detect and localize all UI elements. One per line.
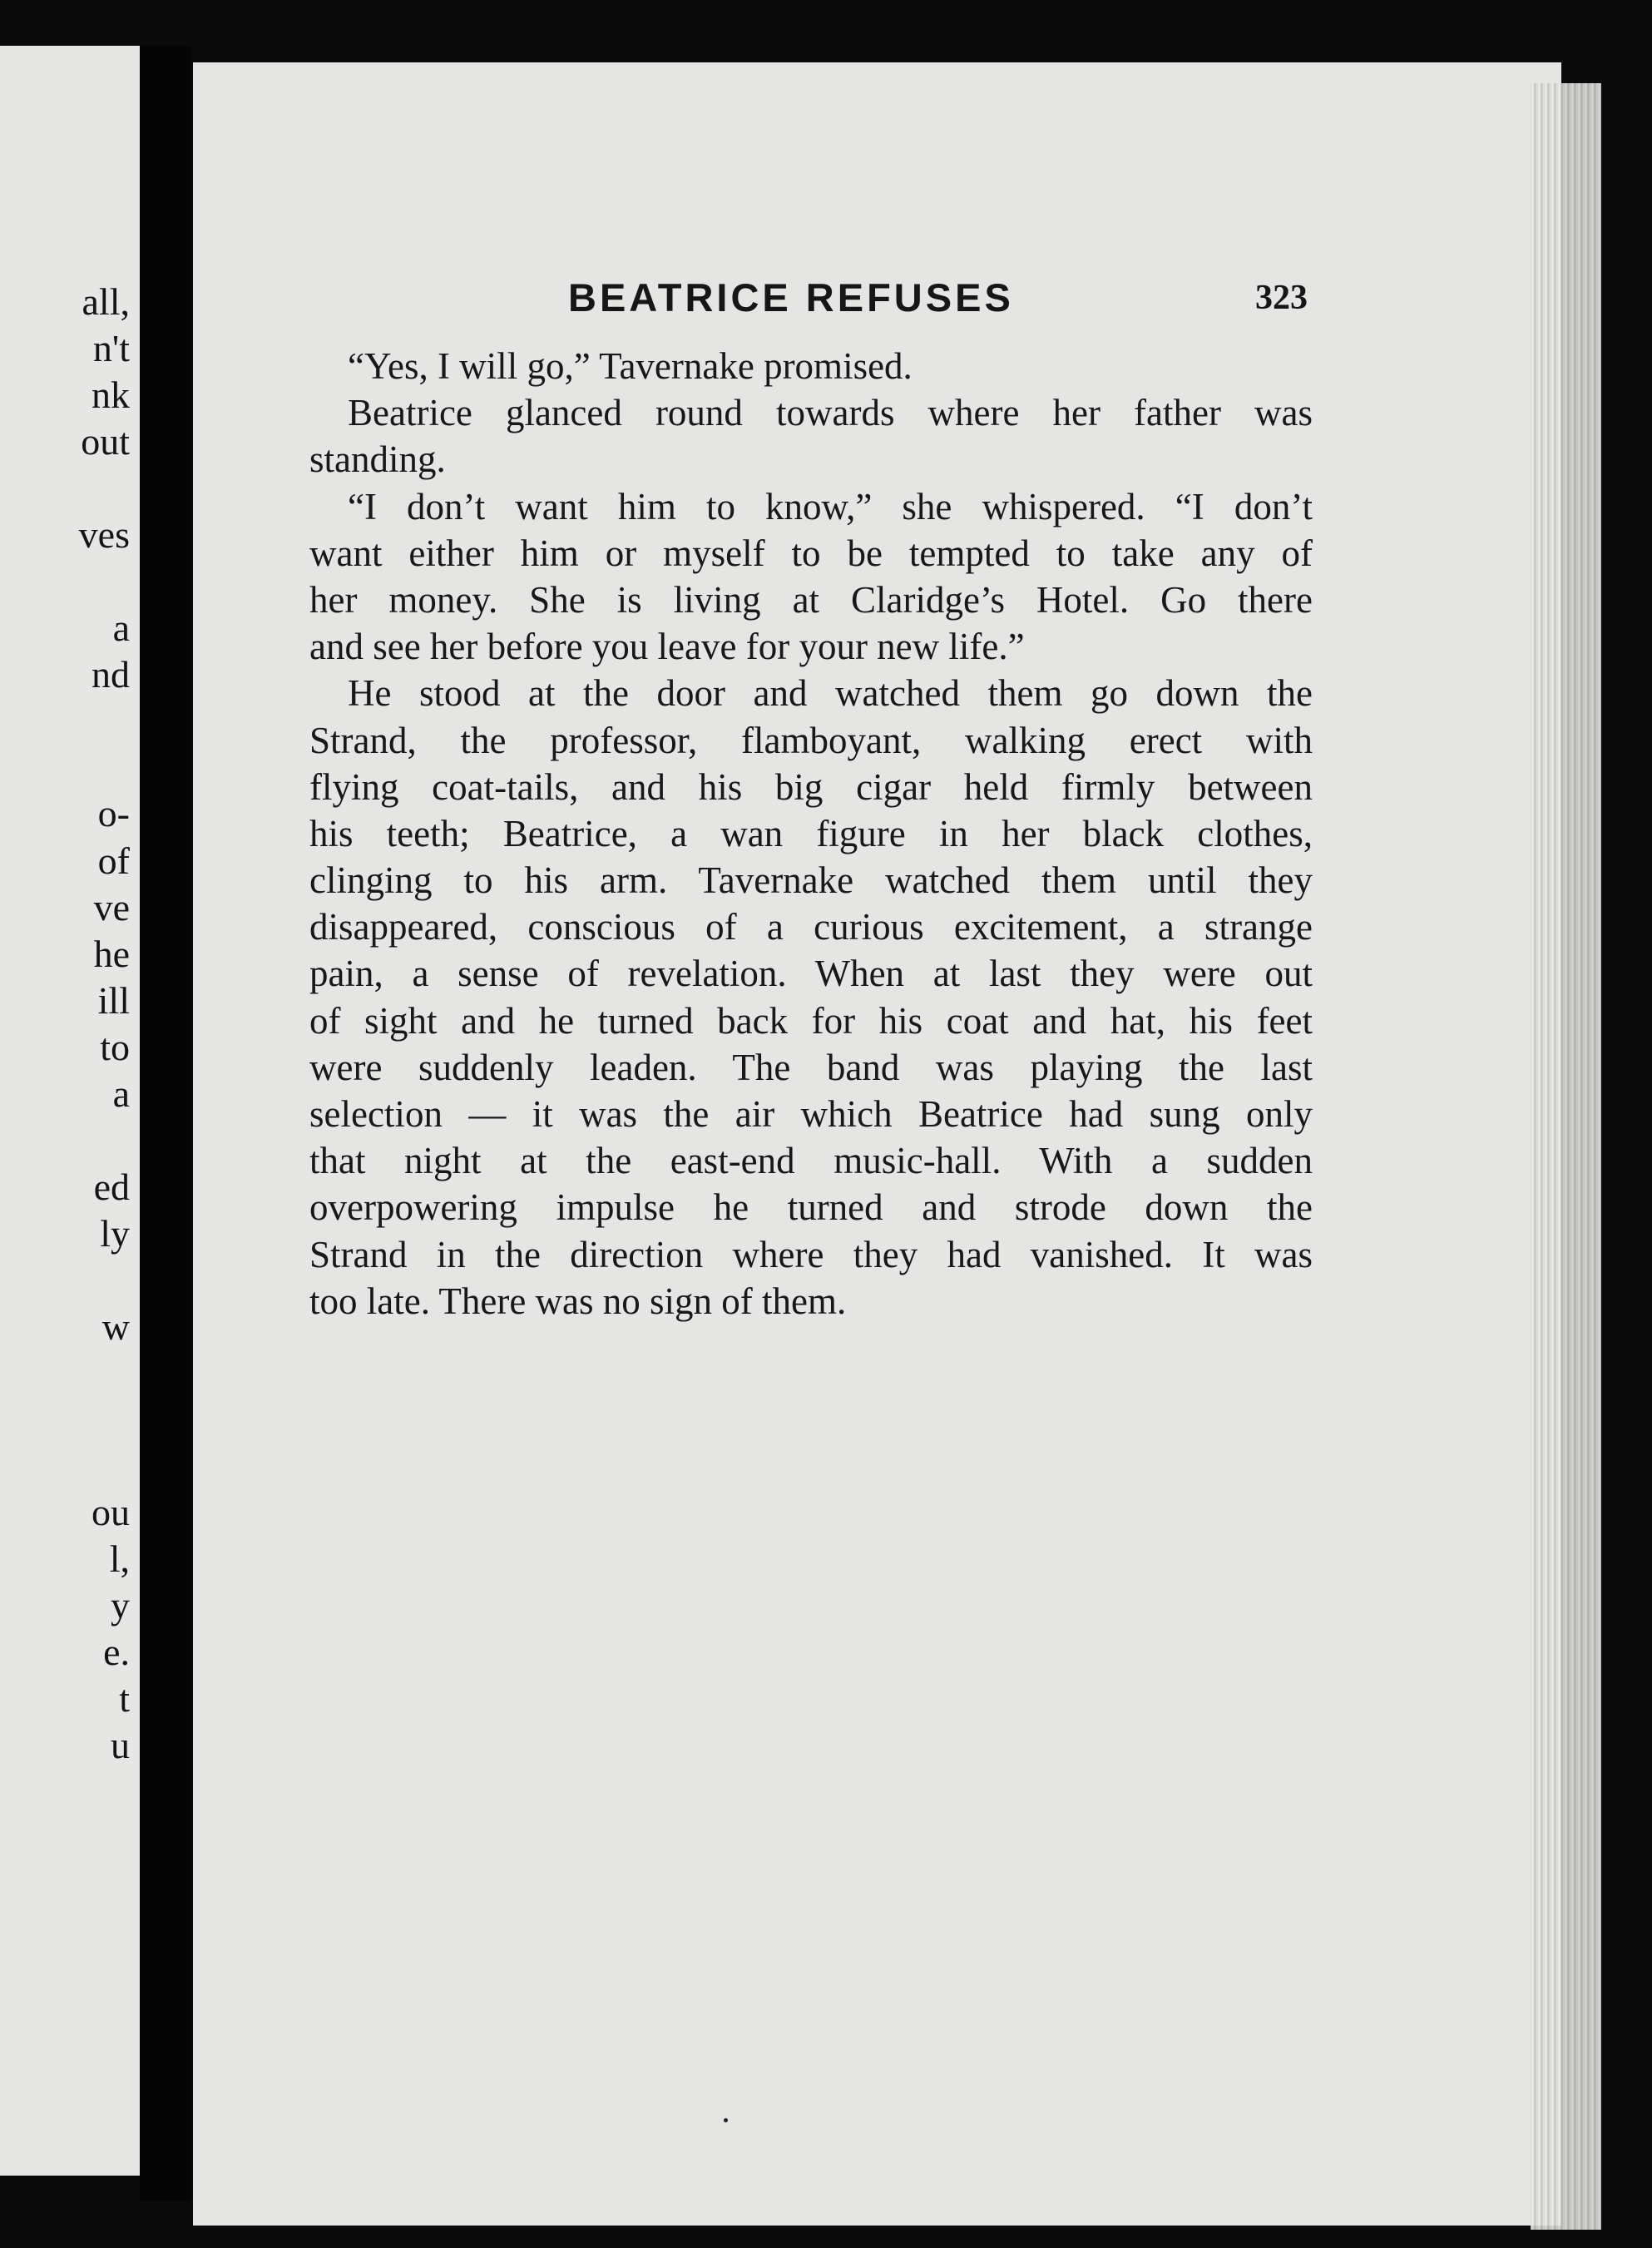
running-title: BEATRICE REFUSES (568, 275, 1014, 319)
left-page-fragment: t (119, 1677, 130, 1720)
left-page-fragment: w (101, 1305, 130, 1348)
left-page-fragment: ly (100, 1212, 130, 1255)
text-line: He stood at the door and watched them go down the (348, 672, 1313, 715)
page-edge-stack (1531, 83, 1601, 2230)
page-header (568, 275, 1333, 333)
left-page-fragment: n't (92, 327, 130, 369)
left-page-fragment: e. (103, 1631, 130, 1673)
text-line: Strand in the direction where they had vanished. It was (309, 1233, 1313, 1275)
left-page-fragment: out (81, 420, 130, 463)
text-line: her money. She is living at Claridge’s Hotel. Go there (309, 578, 1313, 621)
left-page-fragment: u (111, 1724, 130, 1766)
left-page-fragment: all, (82, 280, 130, 323)
text-line: “I don’t want him to know,” she whispered. “I don’t (348, 485, 1313, 527)
left-page-fragment: y (111, 1584, 130, 1627)
text-line: pain, a sense of revelation. When at last they were out (309, 953, 1313, 995)
left-page-fragment: a (112, 1072, 130, 1115)
text-line: that night at the east-end music-hall. With a sudden (309, 1140, 1313, 1182)
left-page-fragment: ill (97, 979, 130, 1022)
text-line: and see her before you leave for your new life.” (309, 626, 1025, 668)
text-line: too late. There was no sign of them. (309, 1280, 847, 1322)
left-page-fragment: he (93, 933, 130, 975)
text-line: flying coat-tails, and his big cigar held firmly between (309, 765, 1313, 808)
left-page-fragment: ou (92, 1491, 130, 1533)
left-page-fragment: to (100, 1026, 130, 1068)
text-line: Beatrice glanced round towards where her father was (348, 392, 1313, 434)
text-line: were suddenly leaden. The band was playing the last (309, 1046, 1313, 1088)
text-line: “Yes, I will go,” Tavernake promised. (348, 345, 913, 387)
text-line: his teeth; Beatrice, a wan figure in her black clothes, (309, 812, 1313, 854)
left-facing-page (0, 46, 143, 2176)
left-page-fragment: ve (93, 886, 130, 928)
left-page-fragment: nk (92, 374, 130, 416)
left-page-fragment: o- (97, 792, 130, 834)
text-line: disappeared, conscious of a curious excitement, a strange (309, 906, 1313, 948)
left-page-fragment: of (97, 839, 130, 882)
text-line: of sight and he turned back for his coat and hat, his feet (309, 999, 1313, 1042)
left-page-fragment: l, (109, 1537, 130, 1580)
text-line: selection — it was the air which Beatrice had sung only (309, 1093, 1313, 1135)
left-page-fragment: ves (78, 513, 130, 556)
text-line: want either him or myself to be tempted to take any of (309, 532, 1313, 574)
left-page-text-fragments (0, 46, 143, 2176)
text-line: Strand, the professor, flamboyant, walking erect with (309, 719, 1313, 761)
text-line: clinging to his arm. Tavernake watched them until they (309, 859, 1313, 902)
left-page-fragment: ed (93, 1166, 130, 1208)
body-text (309, 343, 1313, 1325)
left-page-fragment: nd (92, 653, 130, 696)
page-number: 323 (1255, 279, 1308, 317)
book-gutter (140, 46, 191, 2201)
left-page-fragment: a (112, 607, 130, 649)
text-line: overpowering impulse he turned and strode down the (309, 1186, 1313, 1229)
text-line: standing. (309, 438, 446, 481)
ink-speck (724, 2118, 728, 2122)
